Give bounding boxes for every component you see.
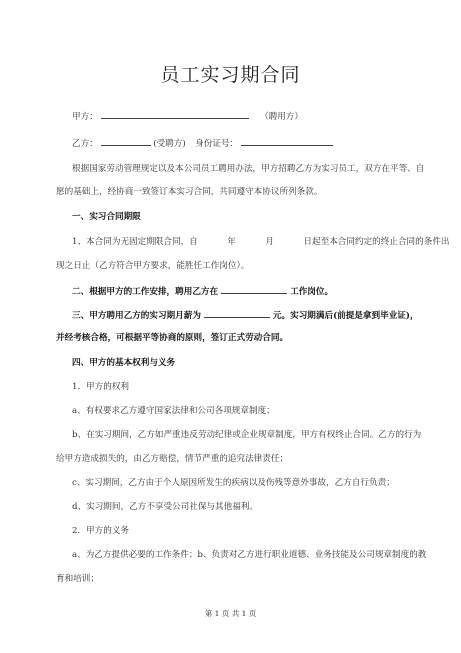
party-a-line — [72, 109, 303, 123]
duty-line-1: a、为乙方提供必要的工作条件；b、负责对乙方进行职业道德、业务技能及公司规章制度的教 — [72, 550, 427, 560]
right-item-b-line-1: b、在实习期间，乙方如严重违反劳动纪律或企业规章制度，甲方有权终止合同。乙方的行为 — [72, 430, 422, 440]
section-1-year: 年 — [227, 237, 236, 247]
section-1-line-2: 现之日止（乙方符合甲方要求，能胜任工作岗位）。 — [56, 261, 250, 271]
section-2-line — [72, 284, 333, 298]
section-2-suffix: 工作岗位。 — [290, 287, 334, 297]
section-3-suffix: 元。实习期满后(前提是拿到毕业证)， — [272, 311, 419, 321]
right-item-a: a、有权要求乙方遵守国家法律和公司各项规章制度； — [72, 406, 275, 416]
right-item-b-line-2: 给甲方造成损失的，由乙方赔偿，情节严重的追究法律责任； — [56, 454, 289, 464]
rights-heading: 1．甲方的权利 — [72, 382, 130, 392]
section-1-text-a: 1、本合同为无固定期限合同，自 — [72, 237, 198, 247]
section-1-heading: 一、实习合同期限 — [72, 212, 141, 222]
duties-heading: 2．甲方的义务 — [72, 526, 130, 536]
section-1-text-b: 日起至本合同约定的终止合同的条件出 — [303, 237, 450, 247]
right-item-c: c、实习期间，乙方由于个人原因所发生的疾病以及伤残等意外事故，乙方自行负责； — [72, 478, 395, 488]
page-footer: 第 1 页 共 1 页 — [204, 609, 257, 618]
party-b-id-label: 身份证号： — [195, 139, 239, 149]
section-2-prefix: 二、根据甲方的工作安排，聘用乙方在 — [72, 287, 219, 297]
section-2-position-blank[interactable] — [221, 284, 287, 294]
section-4-heading: 四、甲方的基本权利与义务 — [72, 358, 176, 368]
section-1-month: 月 — [265, 237, 274, 247]
page-title: 员工实习期合同 — [160, 64, 301, 86]
intro-line-2: 愿的基础上，经协商一致签订本实习合同，共同遵守本协议所列条款。 — [56, 187, 323, 197]
intro-line-1: 根据国家劳动管理规定以及本公司员工聘用办法，甲方招聘乙方为实习员工，双方在平等、自 — [72, 164, 425, 174]
party-b-name-blank[interactable] — [101, 136, 151, 146]
section-3-line-2: 并经考核合格，可根据平等协商的原则，签订正式劳动合同。 — [56, 333, 289, 343]
party-b-id-blank[interactable] — [241, 136, 333, 146]
party-b-line — [72, 136, 333, 150]
section-3-line-1 — [72, 308, 419, 322]
section-1-line-1 — [72, 236, 450, 248]
right-item-d: d、实习期间，乙方不享受公司社保与其他福利。 — [72, 502, 258, 512]
party-a-suffix: （聘用方） — [260, 112, 303, 122]
party-b-label: 乙方： — [72, 139, 98, 149]
party-b-role: (受聘方) — [153, 139, 186, 149]
section-3-salary-blank[interactable] — [204, 308, 270, 318]
party-a-name-blank[interactable] — [101, 109, 249, 119]
duty-line-2: 育和培训； — [56, 574, 99, 584]
party-a-label: 甲方： — [72, 112, 98, 122]
section-3-prefix: 三、甲方聘用乙方的实习期月薪为 — [72, 311, 201, 321]
